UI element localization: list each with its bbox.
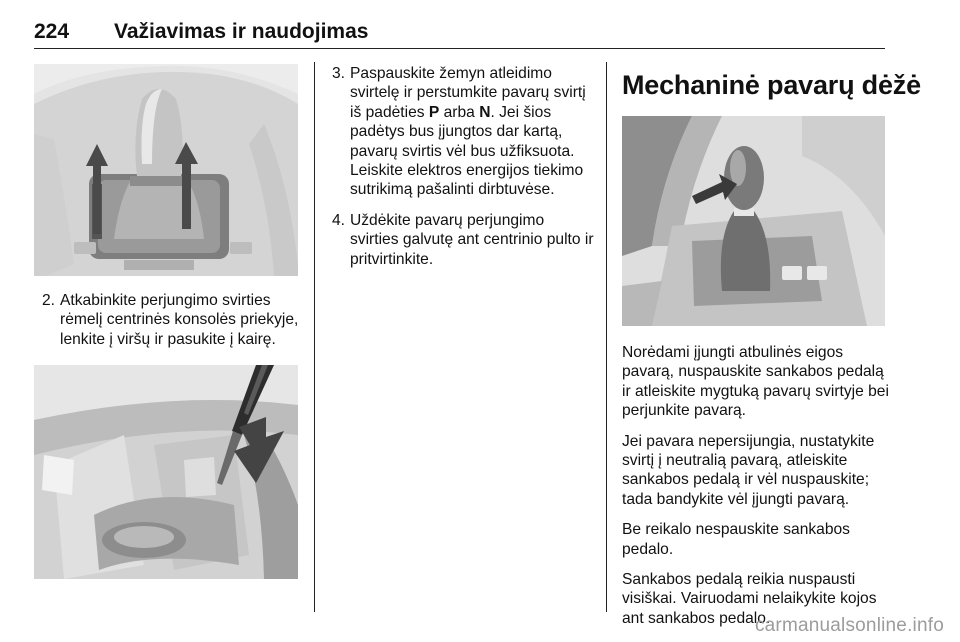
step-3-number: 3. (332, 65, 346, 82)
step-3-bold-p: P (428, 103, 440, 121)
step-3-text-c: . Jei šios padėtys bus įjungtos dar kartą, pavarų svirtis vėl bus užfiksuota. Leiskite elektros energijos tiekimo sutrikimą pašalinti dirbtuvėse. (350, 103, 584, 199)
step-3 (324, 64, 596, 200)
step-4-number: 4. (332, 211, 346, 229)
paragraph-4: Sankabos pedalą reikia nuspausti visiškai. Vairuodami nelaikykite kojos ant sankabos pedalo. (622, 571, 877, 627)
paragraph-2: Jei pavara nepersijungia, nustatykite svirtį į neutralią pavarą, atleiskite sankabos pedalą ir vėl nuspauskite; tada bandykite vėl įjungti pavarą. (622, 432, 875, 508)
step-2-number: 2. (42, 292, 56, 309)
step-4-text: Uždėkite pavarų perjungimo svirties galvutę ant centrinio pulto ir pritvirtinkite. (350, 211, 594, 268)
middle-steps (324, 64, 596, 269)
step-3-text-a: Paspauskite žemyn atleidimo svirtelę ir perstumkite pavarų svirtį iš padėties (350, 65, 586, 121)
column-divider-right (606, 62, 607, 612)
figure-trim-removal (34, 365, 298, 579)
page-number: 224 (34, 20, 70, 43)
step-3-text-b: arba (439, 103, 480, 121)
page-title: Važiavimas ir naudojimas (114, 20, 369, 43)
step-3-bold-n: N (479, 103, 491, 121)
manual-gearbox-text (622, 343, 890, 639)
header-rule (34, 48, 885, 49)
paragraph-3: Be reikalo nespauskite sankabos pedalo. (622, 521, 850, 558)
step-2-text: Atkabinkite perjungimo svirties rėmelį centrinės konsolės priekyje, lenkite į viršų ir pasukite į kairę. (60, 292, 299, 348)
step-2 (34, 291, 304, 349)
section-heading: Mechaninė pavarų dėžė (622, 70, 921, 100)
step-4 (324, 211, 596, 269)
figure-manual-gear-lever (622, 116, 885, 326)
watermark: carmanualsonline.info (754, 615, 944, 636)
figure-automatic-shifter (34, 64, 298, 276)
paragraph-1: Norėdami įjungti atbulinės eigos pavarą, nuspauskite sankabos pedalą ir atleiskite mygtuką pavarų svirtyje bei perjunkite pavarą. (622, 344, 889, 420)
column-divider-left (314, 62, 315, 612)
